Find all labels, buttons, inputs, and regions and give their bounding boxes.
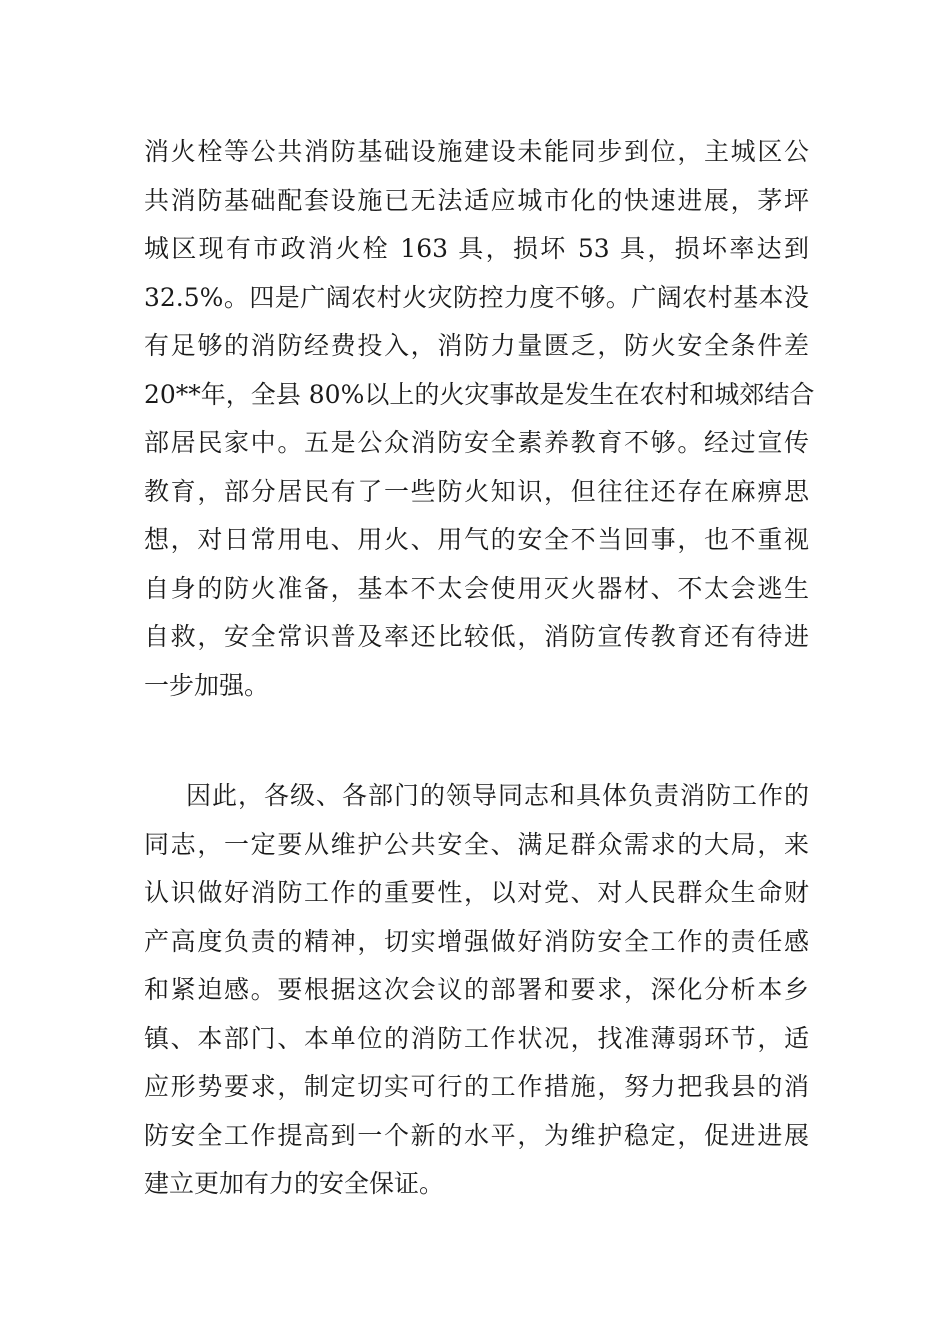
paragraph-line: 教育，部分居民有了一些防火知识，但往往还存在麻痹思 (144, 476, 809, 506)
paragraph-line: 和紧迫感。要根据这次会议的部署和要求，深化分析本乡 (144, 975, 809, 1004)
paragraph-line: 自救，安全常识普及率还比较低，消防宣传教育还有待进 (144, 622, 809, 651)
paragraph-line: 应形势要求，制定切实可行的工作措施，努力把我县的消 (144, 1072, 809, 1101)
paragraph-line: 自身的防火准备，基本不太会使用灭火器材、不太会逃生 (144, 573, 809, 603)
paragraph-line: 有足够的消防经费投入，消防力量匮乏，防火安全条件差 (144, 331, 809, 360)
paragraph-line: 城区现有市政消火栓 163 具，损坏 53 具，损坏率达到 (144, 234, 809, 263)
paragraph-line: 一步加强。 (144, 670, 270, 700)
paragraph-line: 因此，各级、各部门的领导同志和具体负责消防工作的 (186, 781, 809, 810)
paragraph-1 (144, 128, 815, 710)
paragraph-line: 共消防基础配套设施已无法适应城市化的快速进展，茅坪 (144, 185, 809, 215)
paragraph-line: 建立更加有力的安全保证。 (144, 1169, 445, 1198)
paragraph-line: 消火栓等公共消防基础设施建设未能同步到位，主城区公 (144, 137, 809, 166)
paragraph-line: 防安全工作提高到一个新的水平，为维护稳定，促进进展 (144, 1120, 809, 1150)
paragraph-line: 认识做好消防工作的重要性，以对党、对人民群众生命财 (144, 878, 809, 907)
paragraph-line: 32.5%。四是广阔农村火灾防控力度不够。广阔农村基本没 (144, 282, 809, 312)
paragraph-line: 20**年，全县 80%以上的火灾事故是发生在农村和城郊结合 (144, 379, 815, 409)
paragraph-line: 想，对日常用电、用火、用气的安全不当回事，也不重视 (144, 525, 809, 554)
paragraph-line: 镇、本部门、本单位的消防工作状况，找准薄弱环节，适 (144, 1023, 809, 1053)
paragraph-line: 产高度负责的精神，切实增强做好消防安全工作的责任感 (144, 926, 809, 956)
paragraph-line: 部居民家中。五是公众消防安全素养教育不够。经过宣传 (144, 428, 809, 457)
paragraph-2 (144, 772, 809, 1209)
paragraph-line: 同志，一定要从维护公共安全、满足群众需求的大局，来 (144, 829, 809, 859)
